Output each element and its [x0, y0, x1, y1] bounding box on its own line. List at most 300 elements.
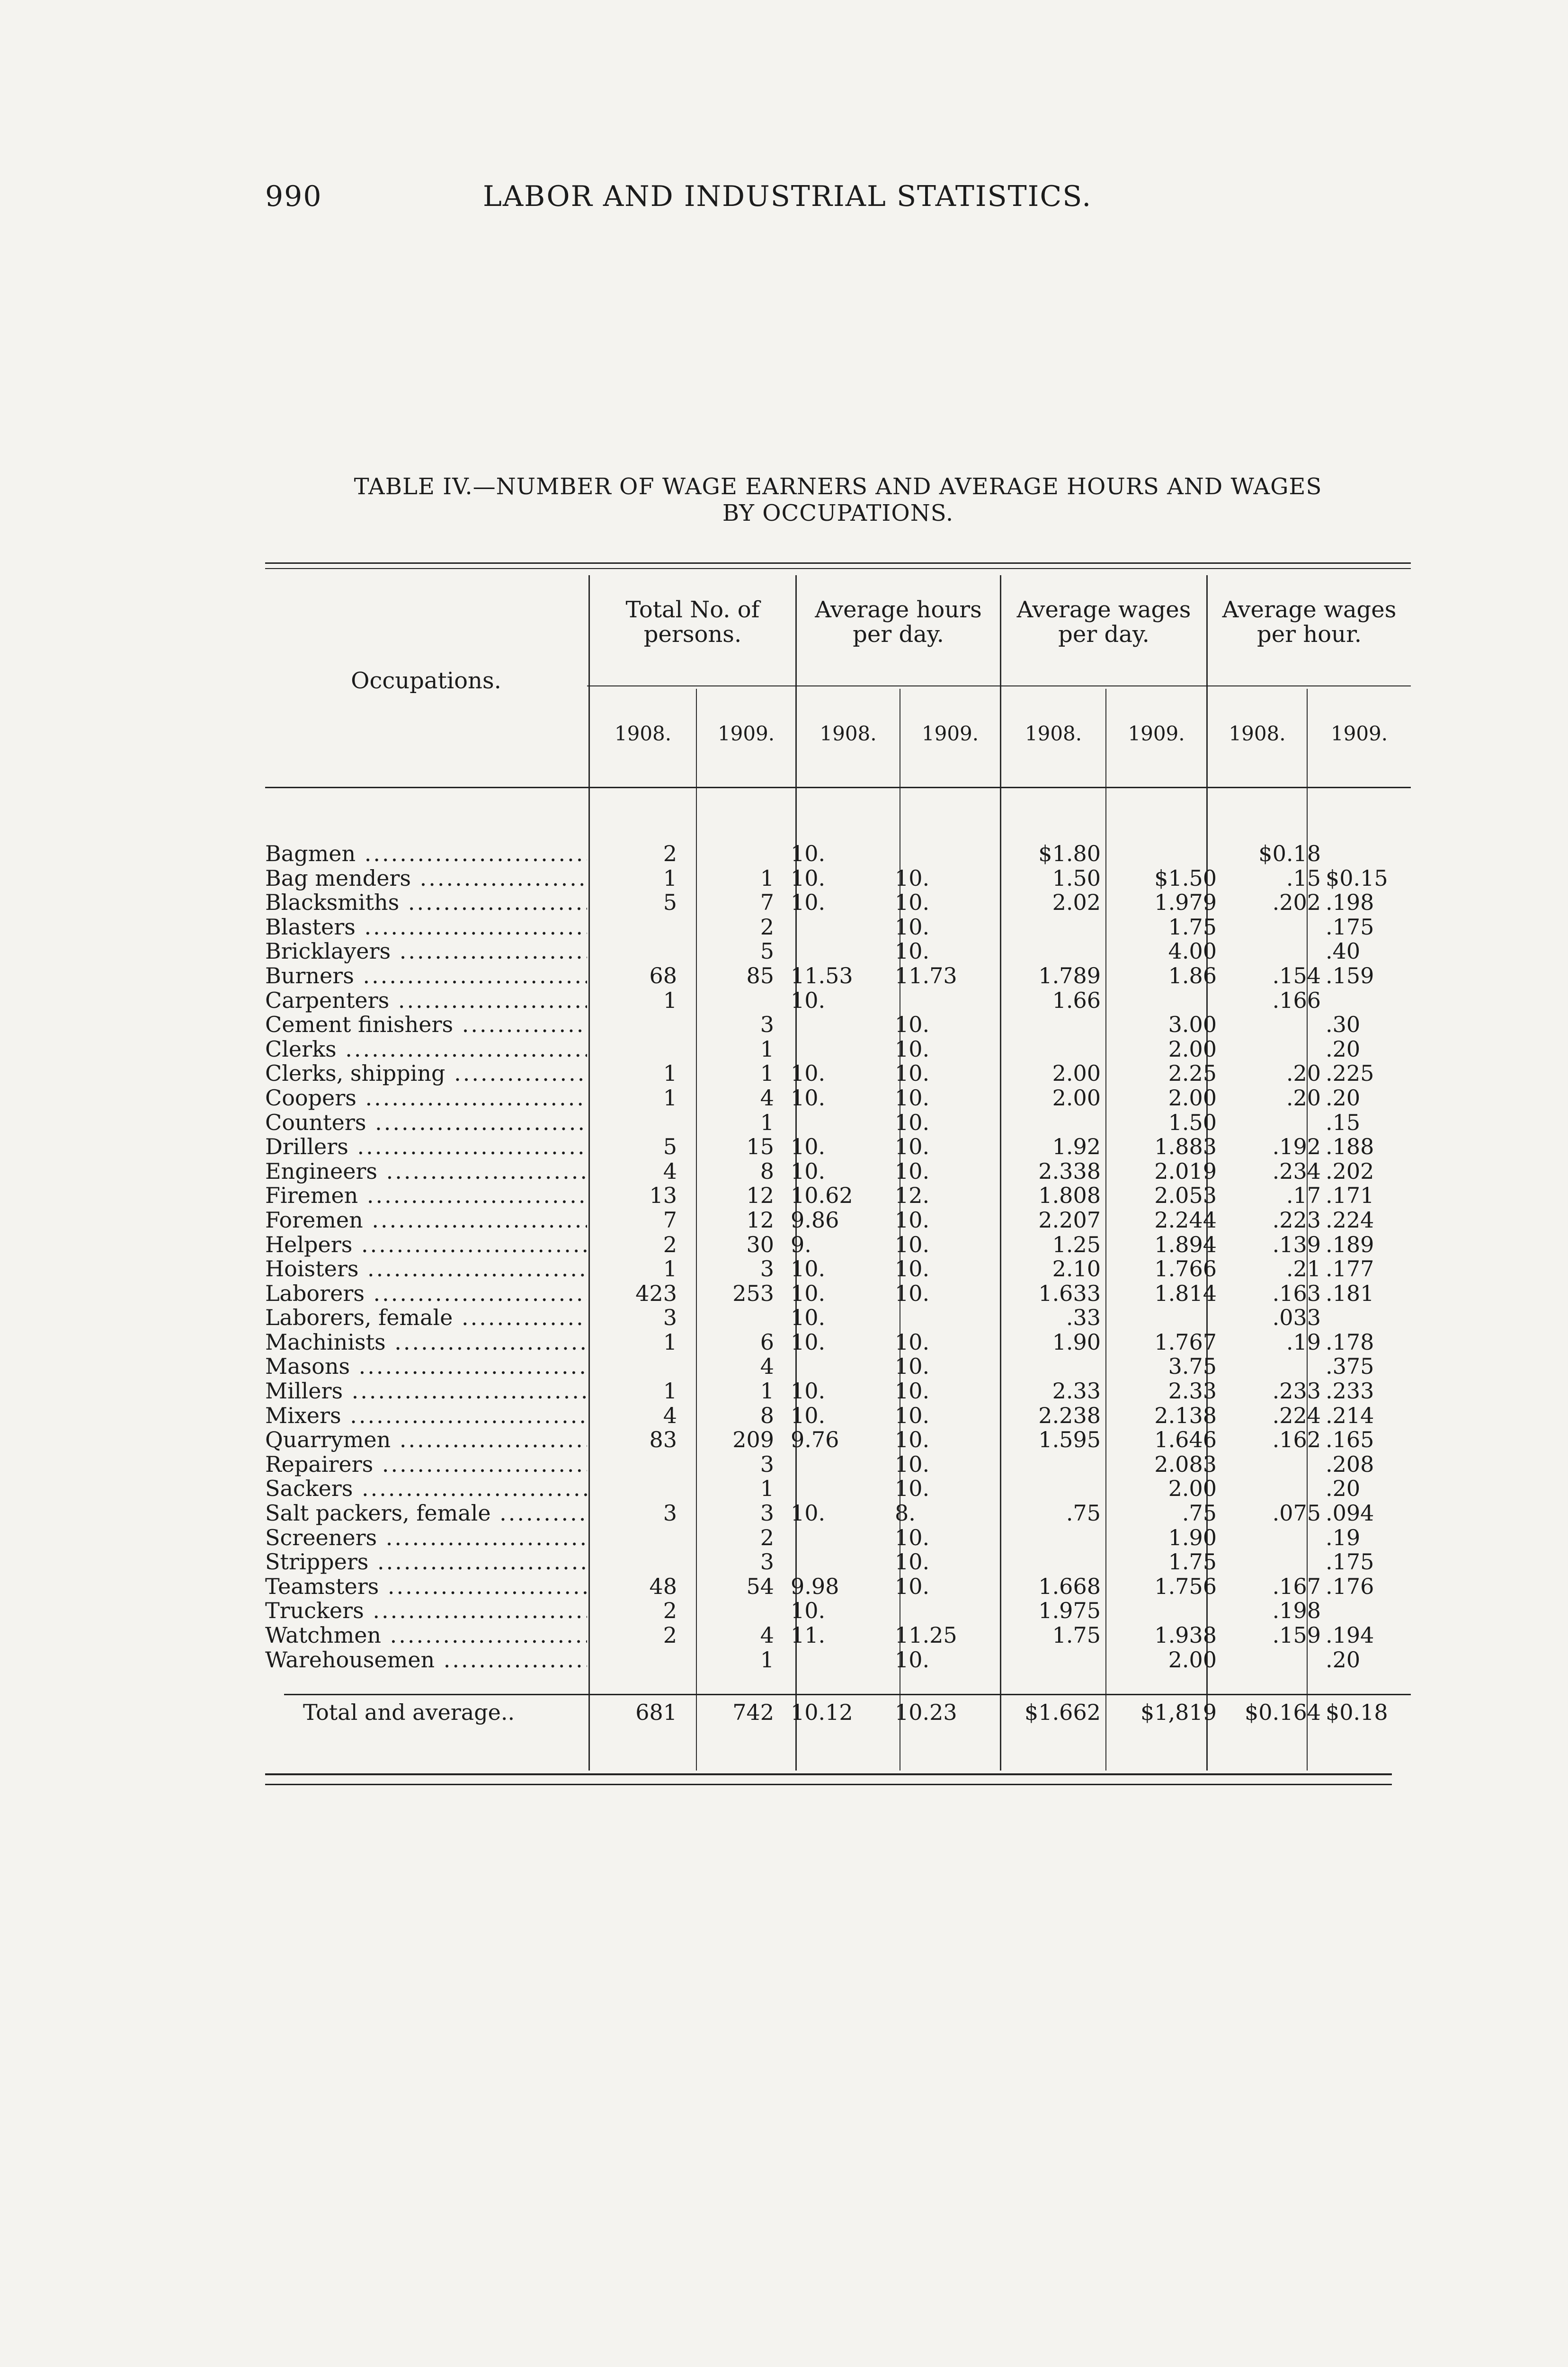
header-line: per day. — [1058, 621, 1149, 648]
value-cell: .20 — [1286, 1085, 1321, 1111]
header-avg-wages-hour — [1208, 597, 1411, 647]
value-cell: .033 — [1272, 1305, 1321, 1331]
total-cell: 10.23 — [895, 1700, 957, 1725]
value-cell: 1.25 — [1052, 1231, 1101, 1257]
value-cell: .20 — [1326, 1476, 1361, 1502]
value-cell: 8 — [760, 1158, 774, 1184]
value-cell: 1.979 — [1154, 890, 1217, 916]
occupation-cell: Blacksmiths ..... — [265, 890, 587, 915]
value-cell: 10. — [791, 1060, 826, 1086]
value-cell: 10. — [895, 938, 930, 964]
header-bottom-rule — [265, 787, 1411, 788]
value-cell: 4 — [760, 1085, 774, 1111]
occupation-cell: Masons ..... — [265, 1354, 587, 1379]
value-cell: 5 — [663, 890, 677, 916]
value-cell: 11.25 — [895, 1622, 957, 1648]
value-cell: 3.00 — [1168, 1012, 1217, 1038]
table-row — [265, 1526, 1411, 1550]
occupation-cell: Foremen ..... — [265, 1208, 587, 1233]
total-cell: $1,819 — [1140, 1700, 1217, 1725]
value-cell: .40 — [1326, 938, 1361, 964]
value-cell: 10. — [895, 1207, 930, 1233]
value-cell: .165 — [1326, 1427, 1374, 1453]
value-cell: 253 — [732, 1280, 774, 1306]
table-row — [265, 1233, 1411, 1257]
value-cell: .075 — [1272, 1500, 1321, 1526]
value-cell: 48 — [649, 1573, 677, 1599]
value-cell: .20 — [1326, 1036, 1361, 1062]
value-cell: 5 — [663, 1134, 677, 1160]
value-cell: .094 — [1326, 1500, 1374, 1526]
value-cell: 1.75 — [1052, 1622, 1101, 1648]
value-cell: 10. — [895, 1549, 930, 1575]
table-row — [265, 1306, 1411, 1330]
value-cell: .178 — [1326, 1329, 1374, 1355]
value-cell: 12 — [746, 1183, 774, 1209]
value-cell: 209 — [732, 1427, 774, 1453]
table-row — [265, 988, 1411, 1013]
value-cell: .20 — [1286, 1060, 1321, 1086]
value-cell: .159 — [1326, 962, 1374, 988]
value-cell: 2.00 — [1052, 1060, 1101, 1086]
occupation-cell: Watchmen ..... — [265, 1623, 587, 1648]
value-cell: 10. — [895, 1353, 930, 1379]
table-row — [265, 1208, 1411, 1233]
value-cell: 10. — [791, 1134, 826, 1160]
value-cell: .198 — [1272, 1598, 1321, 1624]
value-cell: 2.053 — [1154, 1183, 1217, 1209]
value-cell: 1 — [663, 865, 677, 891]
value-cell: 2.207 — [1038, 1207, 1101, 1233]
total-row — [265, 1700, 1411, 1728]
value-cell: .162 — [1272, 1427, 1321, 1453]
value-cell: 68 — [649, 962, 677, 988]
value-cell: .15 — [1286, 865, 1321, 891]
value-cell: 2.238 — [1038, 1402, 1101, 1428]
value-cell: 1 — [760, 1476, 774, 1502]
value-cell: 10. — [895, 1573, 930, 1599]
table-row — [265, 1013, 1411, 1037]
value-cell: 10. — [895, 1476, 930, 1502]
value-cell: 10. — [895, 1109, 930, 1135]
year-header: 1909. — [1330, 722, 1388, 745]
value-cell: .176 — [1326, 1573, 1374, 1599]
value-cell: 2 — [663, 1231, 677, 1257]
occupation-cell: Salt packers, female ..... — [265, 1501, 587, 1526]
value-cell: .192 — [1272, 1134, 1321, 1160]
value-cell: 1.75 — [1168, 1549, 1217, 1575]
value-cell: 10. — [791, 1500, 826, 1526]
table-row — [265, 890, 1411, 915]
value-cell: .171 — [1326, 1183, 1374, 1209]
value-cell: .208 — [1326, 1451, 1374, 1477]
page-number: 990 — [265, 180, 322, 213]
table-title — [265, 473, 1411, 526]
value-cell: 10. — [791, 1256, 826, 1282]
value-cell: 1 — [760, 1109, 774, 1135]
value-cell: 2 — [663, 1622, 677, 1648]
value-cell: 13 — [649, 1183, 677, 1209]
value-cell: .175 — [1326, 914, 1374, 940]
header-line: Average wages — [1016, 596, 1191, 623]
value-cell: 10. — [895, 1524, 930, 1550]
table-body — [265, 842, 1411, 1672]
value-cell: $1.50 — [1154, 865, 1217, 891]
table-row — [265, 1575, 1411, 1599]
value-cell: 3.75 — [1168, 1353, 1217, 1379]
value-cell: 10. — [895, 1256, 930, 1282]
value-cell: 1 — [760, 1036, 774, 1062]
table-row — [265, 1379, 1411, 1404]
value-cell: .167 — [1272, 1573, 1321, 1599]
value-cell: 10. — [895, 1085, 930, 1111]
value-cell: 12 — [746, 1207, 774, 1233]
value-cell: 9. — [791, 1231, 811, 1257]
value-cell: .202 — [1272, 890, 1321, 916]
header-total-persons — [590, 597, 795, 647]
value-cell: 1.633 — [1038, 1280, 1101, 1306]
value-cell: 1.767 — [1154, 1329, 1217, 1355]
year-header: 1908. — [1229, 722, 1286, 745]
value-cell: .189 — [1326, 1231, 1374, 1257]
bottom-rule — [265, 1773, 1392, 1775]
value-cell: 10. — [895, 1646, 930, 1673]
value-cell: 10. — [791, 1280, 826, 1306]
value-cell: 1.50 — [1168, 1109, 1217, 1135]
table-row — [265, 1550, 1411, 1575]
value-cell: 10. — [791, 1158, 826, 1184]
table-title-line-2: BY OCCUPATIONS. — [722, 500, 954, 526]
value-cell: 15 — [746, 1134, 774, 1160]
value-cell: 1.668 — [1038, 1573, 1101, 1599]
value-cell: 10. — [895, 1231, 930, 1257]
header-line: Total No. of — [625, 596, 760, 623]
value-cell: 1.808 — [1038, 1183, 1101, 1209]
value-cell: 1.90 — [1168, 1524, 1217, 1550]
table-row — [265, 1428, 1411, 1452]
table-row — [265, 1452, 1411, 1477]
value-cell: 10. — [791, 1085, 826, 1111]
value-cell: 2 — [760, 914, 774, 940]
value-cell: .224 — [1326, 1207, 1374, 1233]
value-cell: 10. — [791, 1305, 826, 1331]
value-cell: 10. — [791, 987, 826, 1013]
value-cell: 10. — [895, 1158, 930, 1184]
table-row — [265, 1599, 1411, 1623]
value-cell: 1.814 — [1154, 1280, 1217, 1306]
value-cell: .194 — [1326, 1622, 1374, 1648]
occupation-cell: Quarrymen ..... — [265, 1428, 587, 1452]
occupation-cell: Firemen ..... — [265, 1184, 587, 1208]
header-sub-rule — [587, 685, 1411, 686]
value-cell: 10. — [791, 841, 826, 866]
value-cell: $1.80 — [1038, 841, 1101, 866]
value-cell: 2.244 — [1154, 1207, 1217, 1233]
value-cell: 1.50 — [1052, 865, 1101, 891]
occupation-cell: Clerks, shipping ..... — [265, 1061, 587, 1086]
table-row — [265, 1477, 1411, 1501]
value-cell: 9.76 — [791, 1427, 839, 1453]
value-cell: 2 — [663, 1598, 677, 1624]
table-row — [265, 1623, 1411, 1648]
value-cell: 1 — [663, 1085, 677, 1111]
value-cell: 10. — [895, 1451, 930, 1477]
value-cell: .20 — [1326, 1085, 1361, 1111]
value-cell: 7 — [760, 890, 774, 916]
value-cell: 1.766 — [1154, 1256, 1217, 1282]
page-header — [265, 180, 1430, 232]
value-cell: 1.90 — [1052, 1329, 1101, 1355]
occupation-cell: Laborers ..... — [265, 1281, 587, 1306]
value-cell: 1.938 — [1154, 1622, 1217, 1648]
value-cell: 2.25 — [1168, 1060, 1217, 1086]
total-cell: 742 — [732, 1700, 774, 1725]
value-cell: .233 — [1326, 1378, 1374, 1404]
value-cell: .19 — [1326, 1524, 1361, 1550]
value-cell: 2 — [760, 1524, 774, 1550]
value-cell: 4 — [663, 1402, 677, 1428]
value-cell: 1.789 — [1038, 962, 1101, 988]
value-cell: 10. — [791, 1402, 826, 1428]
value-cell: .233 — [1272, 1378, 1321, 1404]
value-cell: 2.138 — [1154, 1402, 1217, 1428]
table-row — [265, 1281, 1411, 1306]
table-row — [265, 1061, 1411, 1086]
value-cell: 3 — [760, 1012, 774, 1038]
year-header: 1908. — [820, 722, 877, 745]
table-row — [265, 1159, 1411, 1184]
value-cell: 4 — [760, 1353, 774, 1379]
value-cell: 1 — [663, 1378, 677, 1404]
value-cell: $0.15 — [1326, 865, 1388, 891]
occupation-cell: Machinists ..... — [265, 1330, 587, 1355]
value-cell: 8. — [895, 1500, 916, 1526]
value-cell: .163 — [1272, 1280, 1321, 1306]
value-cell: 54 — [746, 1573, 774, 1599]
value-cell: 1 — [760, 865, 774, 891]
value-cell: 1.646 — [1154, 1427, 1217, 1453]
value-cell: 7 — [663, 1207, 677, 1233]
value-cell: .30 — [1326, 1012, 1361, 1038]
value-cell: 10. — [895, 865, 930, 891]
total-cell: 10.12 — [791, 1700, 853, 1725]
value-cell: 1 — [663, 987, 677, 1013]
occupation-cell: Bagmen ..... — [265, 842, 587, 866]
occupation-cell: Mixers ..... — [265, 1404, 587, 1428]
value-cell: 10. — [791, 1598, 826, 1624]
value-cell: 1 — [760, 1378, 774, 1404]
value-cell: .15 — [1326, 1109, 1361, 1135]
value-cell: 10.62 — [791, 1183, 853, 1209]
value-cell: 1.66 — [1052, 987, 1101, 1013]
value-cell: .198 — [1326, 890, 1374, 916]
value-cell: 10. — [791, 865, 826, 891]
table-row — [265, 1648, 1411, 1673]
table-row — [265, 1404, 1411, 1428]
value-cell: 10. — [895, 890, 930, 916]
occupations-header: Occupations. — [351, 667, 501, 694]
value-cell: 1 — [663, 1256, 677, 1282]
table-title-line-1: TABLE IV.—NUMBER OF WAGE EARNERS AND AVERAGE HOURS AND WAGES — [354, 473, 1322, 500]
value-cell: .20 — [1326, 1646, 1361, 1673]
value-cell: 1.883 — [1154, 1134, 1217, 1160]
table-row — [265, 1111, 1411, 1135]
value-cell: 3 — [663, 1500, 677, 1526]
year-header: 1908. — [1025, 722, 1082, 745]
value-cell: .21 — [1286, 1256, 1321, 1282]
value-cell: 1.756 — [1154, 1573, 1217, 1599]
value-cell: 11.73 — [895, 962, 957, 988]
value-cell: .234 — [1272, 1158, 1321, 1184]
occupation-cell: Bricklayers ..... — [265, 939, 587, 964]
table-row — [265, 866, 1411, 891]
occupation-cell: Laborers, female ..... — [265, 1306, 587, 1330]
value-cell: 10. — [895, 1280, 930, 1306]
header-line: per hour. — [1257, 621, 1362, 648]
value-cell: 2.019 — [1154, 1158, 1217, 1184]
value-cell: 10. — [895, 1060, 930, 1086]
table-row — [265, 939, 1411, 964]
value-cell: 3 — [760, 1500, 774, 1526]
running-title: LABOR AND INDUSTRIAL STATISTICS. — [483, 180, 1092, 213]
value-cell: 12. — [895, 1183, 930, 1209]
value-cell: $0.18 — [1258, 841, 1321, 866]
value-cell: 1.595 — [1038, 1427, 1101, 1453]
value-cell: .181 — [1326, 1280, 1374, 1306]
table-row — [265, 1354, 1411, 1379]
table-row — [265, 1086, 1411, 1111]
value-cell: 10. — [791, 1378, 826, 1404]
occupation-cell: Strippers ..... — [265, 1550, 587, 1575]
table-row — [265, 1184, 1411, 1208]
year-header: 1909. — [717, 722, 775, 745]
value-cell: 8 — [760, 1402, 774, 1428]
value-cell: 9.86 — [791, 1207, 839, 1233]
value-cell: .214 — [1326, 1402, 1374, 1428]
value-cell: 2.00 — [1168, 1476, 1217, 1502]
value-cell: 1 — [760, 1646, 774, 1673]
value-cell: 10. — [895, 1036, 930, 1062]
value-cell: 2.33 — [1052, 1378, 1101, 1404]
header-line: persons. — [643, 621, 742, 648]
top-rule — [265, 562, 1411, 564]
value-cell: 423 — [635, 1280, 677, 1306]
table-row — [265, 915, 1411, 940]
value-cell: .17 — [1286, 1183, 1321, 1209]
header-avg-hours — [797, 597, 1000, 647]
table-row — [265, 1257, 1411, 1281]
occupation-cell: Truckers ..... — [265, 1599, 587, 1623]
value-cell: 2.00 — [1052, 1085, 1101, 1111]
value-cell: 2.00 — [1168, 1036, 1217, 1062]
occupation-cell: Engineers ..... — [265, 1159, 587, 1184]
value-cell: 1 — [663, 1060, 677, 1086]
value-cell: 1.894 — [1154, 1231, 1217, 1257]
value-cell: .188 — [1326, 1134, 1374, 1160]
value-cell: 4 — [760, 1622, 774, 1648]
value-cell: .166 — [1272, 987, 1321, 1013]
year-header: 1909. — [921, 722, 979, 745]
occupation-cell: Helpers ..... — [265, 1233, 587, 1257]
top-rule-thin — [265, 568, 1411, 569]
occupation-cell: Carpenters ..... — [265, 988, 587, 1013]
occupation-cell: Burners ..... — [265, 964, 587, 988]
value-cell: 1 — [760, 1060, 774, 1086]
value-cell: 10. — [895, 1012, 930, 1038]
bottom-rule-thin — [265, 1784, 1392, 1785]
value-cell: 1.75 — [1168, 914, 1217, 940]
table-row — [265, 1135, 1411, 1159]
value-cell: .75 — [1182, 1500, 1217, 1526]
total-cell: $0.164 — [1245, 1700, 1321, 1725]
value-cell: 2 — [663, 841, 677, 866]
occupation-cell: Coopers ..... — [265, 1086, 587, 1111]
occupation-cell: Millers ..... — [265, 1379, 587, 1404]
occupation-cell: Cement finishers ..... — [265, 1013, 587, 1037]
value-cell: .177 — [1326, 1256, 1374, 1282]
value-cell: 9.98 — [791, 1573, 839, 1599]
total-cell: 681 — [635, 1700, 677, 1725]
value-cell: 1 — [663, 1329, 677, 1355]
value-cell: 2.02 — [1052, 890, 1101, 916]
total-label: Total and average.. — [303, 1700, 515, 1725]
year-header: 1908. — [614, 722, 672, 745]
table-row — [265, 964, 1411, 988]
value-cell: 10. — [895, 1134, 930, 1160]
value-cell: 3 — [760, 1451, 774, 1477]
value-cell: 2.083 — [1154, 1451, 1217, 1477]
value-cell: 11. — [791, 1622, 826, 1648]
value-cell: 10. — [895, 1402, 930, 1428]
value-cell: .202 — [1326, 1158, 1374, 1184]
value-cell: 2.10 — [1052, 1256, 1101, 1282]
occupation-cell: Blasters ..... — [265, 915, 587, 940]
value-cell: 4.00 — [1168, 938, 1217, 964]
total-rule — [284, 1694, 1411, 1695]
value-cell: 1.975 — [1038, 1598, 1101, 1624]
occupation-cell: Hoisters ..... — [265, 1257, 587, 1281]
value-cell: 2.338 — [1038, 1158, 1101, 1184]
table-row — [265, 842, 1411, 866]
value-cell: .75 — [1066, 1500, 1101, 1526]
value-cell: .175 — [1326, 1549, 1374, 1575]
value-cell: 3 — [663, 1305, 677, 1331]
value-cell: 10. — [895, 1378, 930, 1404]
value-cell: 4 — [663, 1158, 677, 1184]
occupation-cell: Sackers ..... — [265, 1477, 587, 1501]
table-row — [265, 1330, 1411, 1355]
value-cell: .19 — [1286, 1329, 1321, 1355]
value-cell: .225 — [1326, 1060, 1374, 1086]
value-cell: .224 — [1272, 1402, 1321, 1428]
header-line: per day. — [853, 621, 944, 648]
header-line: Average wages — [1222, 596, 1397, 623]
value-cell: 10. — [895, 1427, 930, 1453]
occupation-cell: Bag menders ..... — [265, 866, 587, 891]
value-cell: 3 — [760, 1256, 774, 1282]
value-cell: 30 — [746, 1231, 774, 1257]
value-cell: 2.00 — [1168, 1085, 1217, 1111]
value-cell: 5 — [760, 938, 774, 964]
occupation-cell: Counters ..... — [265, 1111, 587, 1135]
value-cell: .139 — [1272, 1231, 1321, 1257]
value-cell: .375 — [1326, 1353, 1374, 1379]
header-avg-wages-day — [1001, 597, 1206, 647]
value-cell: 85 — [746, 962, 774, 988]
occupation-cell: Warehousemen ..... — [265, 1648, 587, 1673]
value-cell: 3 — [760, 1549, 774, 1575]
table-row — [265, 1037, 1411, 1062]
